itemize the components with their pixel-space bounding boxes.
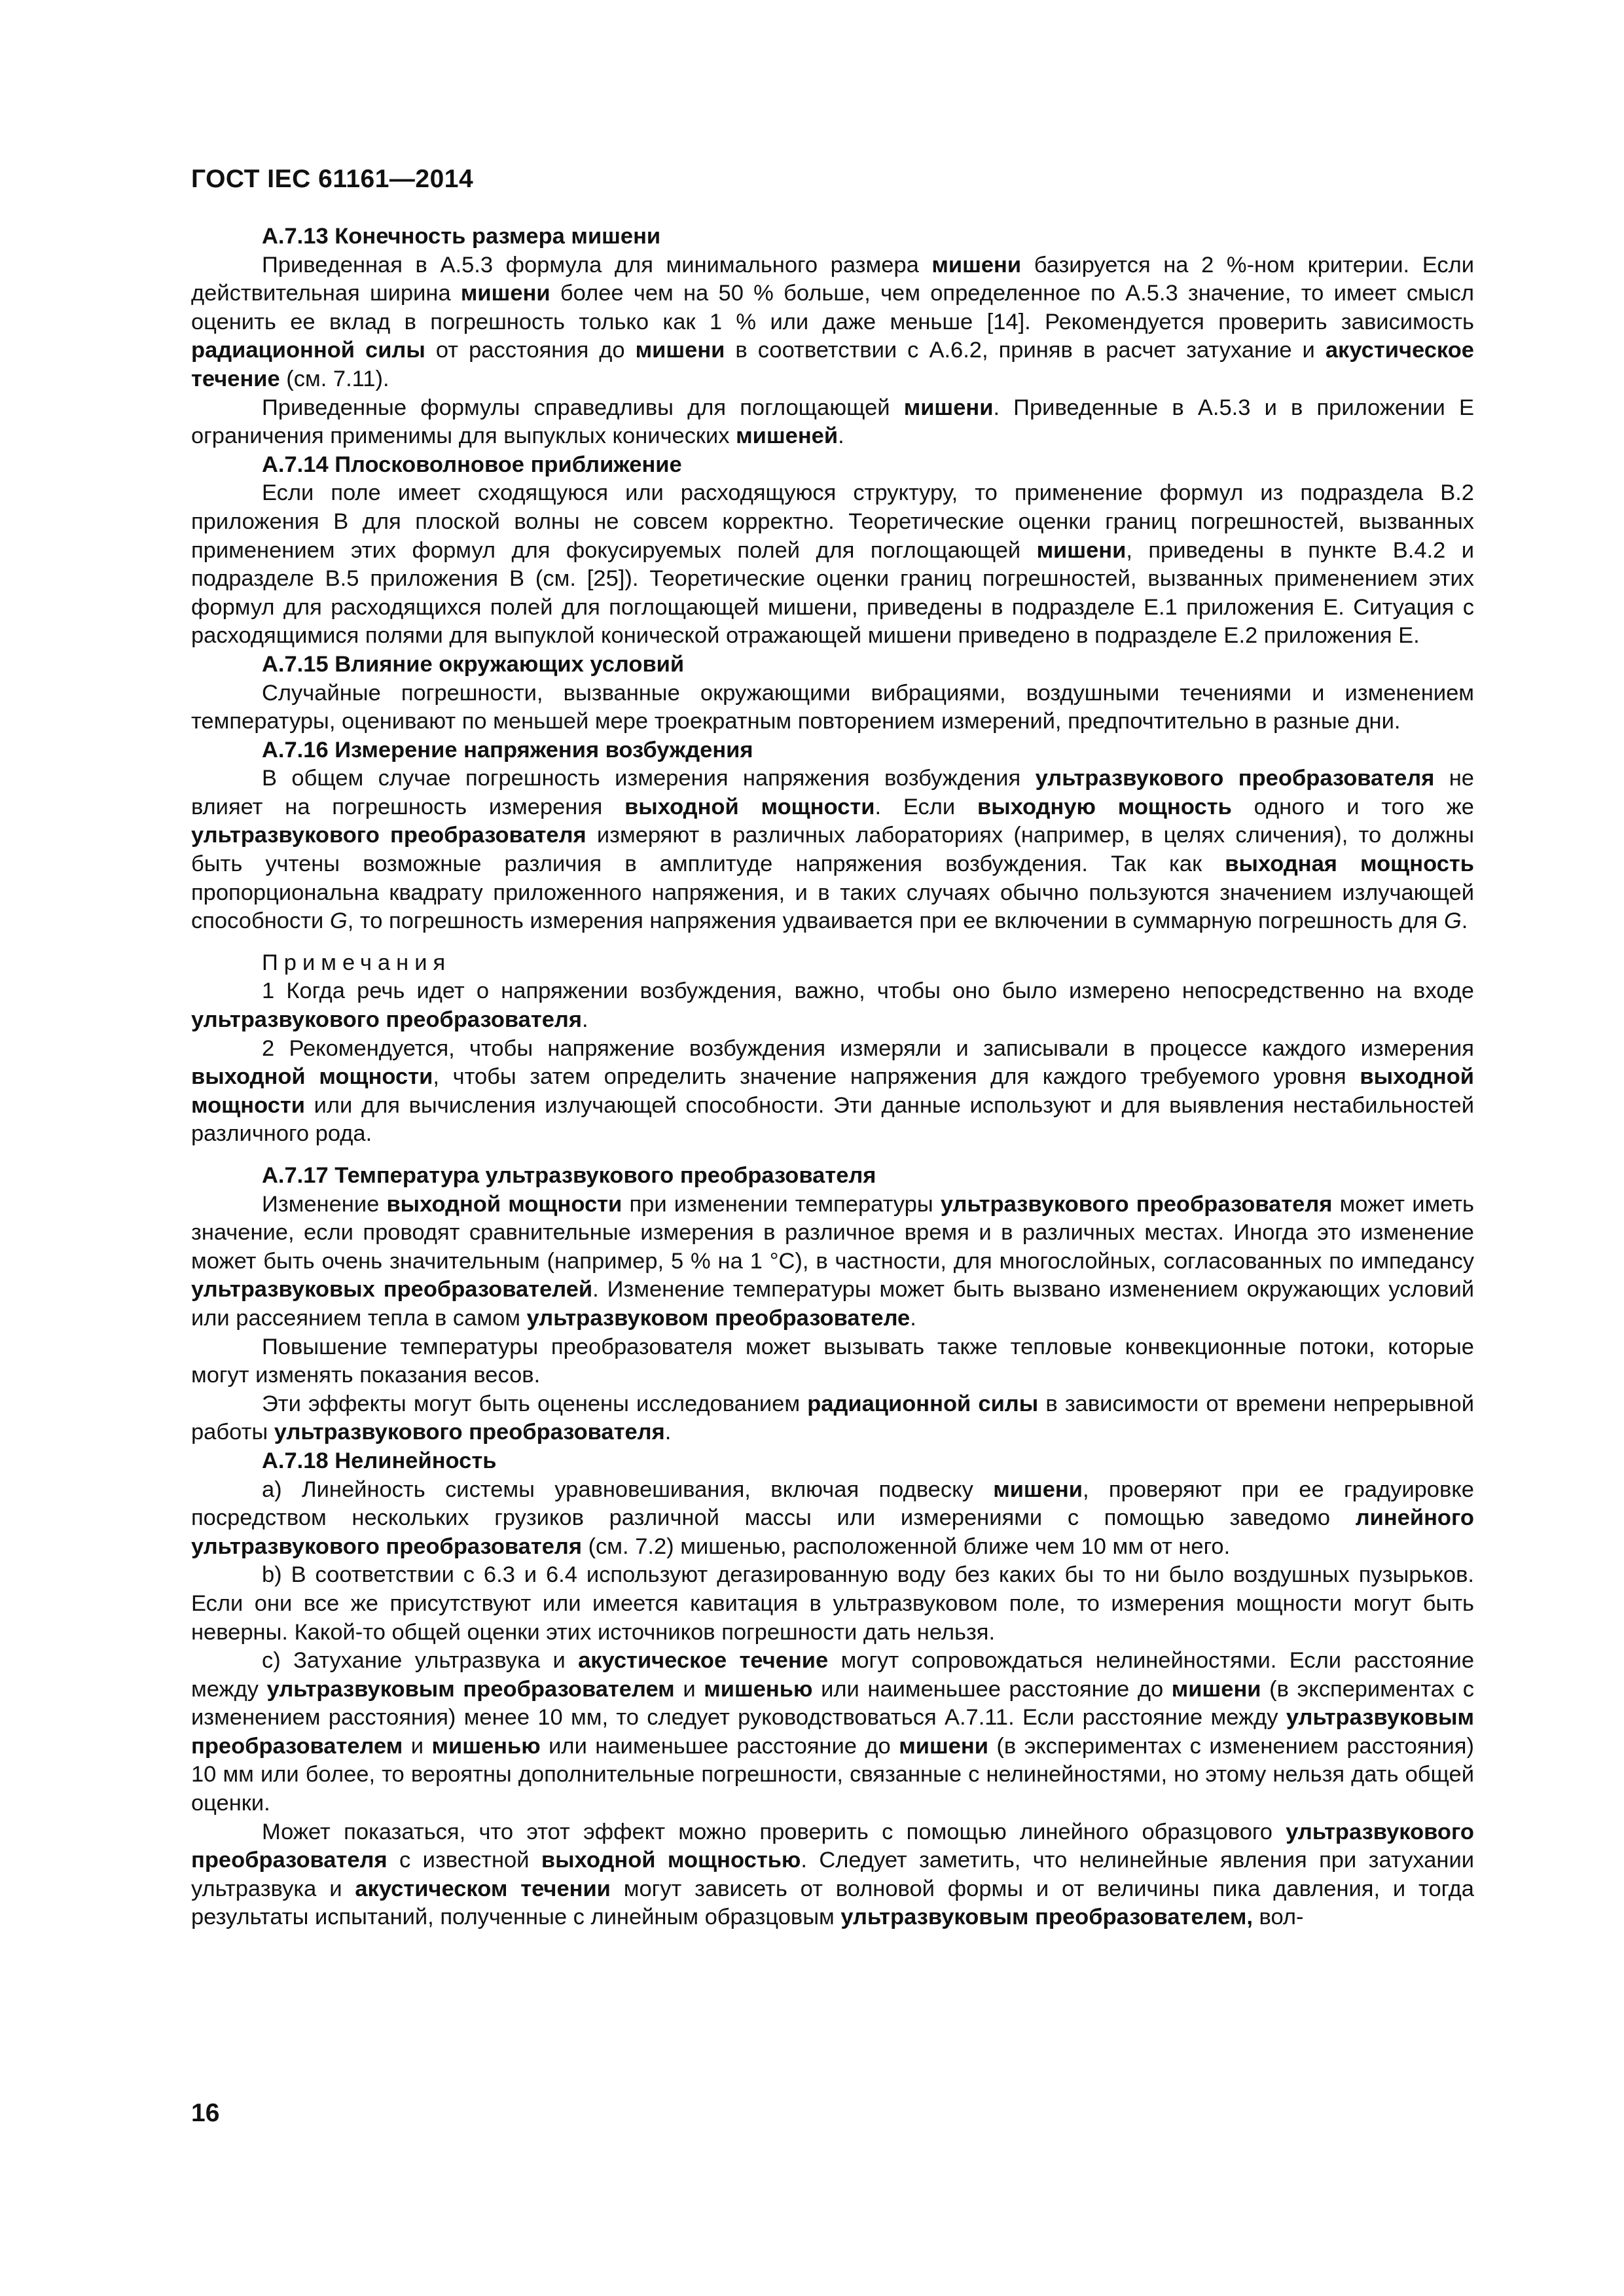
section-heading xyxy=(191,451,1474,480)
text-run: . xyxy=(910,1305,916,1331)
bold-term: линейного ультразвукового преобразователя xyxy=(191,1505,1474,1559)
text-run: А.7.17 Температура ультразвукового преобразователя xyxy=(262,1163,876,1188)
notes-label xyxy=(191,949,1474,978)
text-run: а) Линейность системы уравновешивания, включая подвеску xyxy=(262,1477,994,1502)
text-run: могут сопровождаться нелинейностями. Если расстояние между xyxy=(191,1648,1475,1702)
body-paragraph xyxy=(191,977,1474,1034)
text-run: Случайные погрешности, вызванные окружающими вибрациями, воздушными течениями и изменением температуры, оценивают по меньшей мере троекратным повторением измерений, предпочтительно в разные дни. xyxy=(191,680,1474,734)
bold-term: ультразвукового преобразователя xyxy=(940,1191,1333,1217)
bold-term: выходной мощности xyxy=(191,1064,1474,1118)
bold-term: мишени xyxy=(1171,1676,1261,1702)
bold-term: акустическое течение xyxy=(578,1648,829,1674)
section-heading xyxy=(191,736,1474,765)
bold-term: ультразвукового преобразователя xyxy=(1035,766,1435,791)
bold-term: радиационной силы xyxy=(191,338,425,363)
text-run: от расстояния до xyxy=(425,338,636,363)
body-paragraph xyxy=(191,1561,1474,1647)
text-run: . xyxy=(1461,908,1468,934)
document-header-title: ГОСТ IEC 61161—2014 xyxy=(191,165,474,193)
text-run: (в экспериментах с изменением расстояния) менее 10 мм, то следует руководствоваться А.7.11. Если расстояние между xyxy=(191,1676,1474,1731)
text-run: A.7.13 Конечность размера мишени xyxy=(262,224,661,249)
text-run: А.7.15 Влияние окружающих условий xyxy=(262,651,685,677)
text-run: b) В соответствии с 6.3 и 6.4 используют дегазированную воду без каких бы то ни было воздушных пузырьков. Если они все же присутствуют или имеется кавитация в ультразвуковом поле, то измерения мощности могут быть неверны. Какой-то общей оценки этих источников погрешности дать нельзя. xyxy=(191,1562,1474,1645)
text-run: Эти эффекты могут быть оценены исследованием xyxy=(262,1391,808,1416)
body-paragraph xyxy=(191,1333,1474,1390)
section-heading xyxy=(191,223,1474,251)
body-paragraph xyxy=(191,1476,1474,1562)
text-run: А.7.16 Измерение напряжения возбуждения xyxy=(262,737,753,762)
text-run: . xyxy=(838,423,844,449)
text-run: измеряют в различных лабораториях (например, в целях сличения), то должны быть учтены возможные различия в амплитуде напряжения возбуждения. Так как xyxy=(191,823,1474,877)
text-run: (в экспериментах с изменением расстояния) 10 мм или более, то вероятны дополнительные погрешности, связанные с нелинейностями, но этому нельзя дать общей оценки. xyxy=(191,1733,1474,1816)
bold-term: ультразвукового преобразователя xyxy=(274,1420,665,1445)
text-run: может иметь значение, если проводят сравнительные измерения в различное время и в различных местах. Иногда это изменение может быть очень значительным (например, 5 % на 1 °С), в частности, для многослойных, согласованных по импедансу xyxy=(191,1191,1474,1274)
body-paragraph xyxy=(191,1818,1474,1932)
bold-term: мишени xyxy=(899,1733,988,1759)
section-heading xyxy=(191,1162,1474,1191)
page-number: 16 xyxy=(191,2099,220,2127)
bold-term: выходную мощность xyxy=(977,794,1232,819)
text-run: , чтобы затем определить значение напряжения для каждого требуемого уровня xyxy=(433,1064,1360,1090)
text-run: или для вычисления излучающей способности. Эти данные используют и для выявления нестабильностей различного рода. xyxy=(191,1092,1474,1147)
text-run: одного и того же xyxy=(1231,794,1474,819)
bold-term: мишени xyxy=(1036,537,1127,563)
body-paragraph xyxy=(191,394,1474,451)
text-run: , то погрешность измерения напряжения удваивается при ее включении в суммарную погрешность для xyxy=(347,908,1444,934)
text-run: в зависимости от времени непрерывной работы xyxy=(191,1391,1474,1445)
body-paragraph xyxy=(191,679,1474,736)
bold-term: мишенью xyxy=(704,1676,813,1702)
text-run: . Приведенные в А.5.3 и в приложении Е ограничения применимы для выпуклых конических xyxy=(191,395,1474,449)
bold-term: акустическом течении xyxy=(355,1876,611,1901)
text-run: вол- xyxy=(1252,1905,1304,1930)
text-run: (см. 7.11). xyxy=(280,366,389,391)
text-run: Повышение температуры преобразователя может вызывать также тепловые конвекционные потоки, которые могут изменять показания весов. xyxy=(191,1334,1474,1388)
bold-term: радиационной силы xyxy=(807,1391,1039,1416)
body-paragraph xyxy=(191,1390,1474,1447)
bold-term: мишени xyxy=(993,1477,1083,1502)
bold-term: мишени xyxy=(460,281,550,306)
text-run: и xyxy=(403,1733,432,1759)
bold-term: ультразвуковым преобразователем, xyxy=(840,1905,1253,1930)
text-run: с известной xyxy=(387,1848,541,1873)
text-run: . xyxy=(664,1420,672,1445)
bold-term: выходной мощностью xyxy=(541,1848,801,1873)
text-run: А.7.14 Плосковолновое приближение xyxy=(262,452,682,477)
text-run: могут зависеть от волновой формы и от величины пика давления, и тогда результаты испытаний, полученные с линейным образцовым xyxy=(191,1876,1474,1930)
text-run: базируется на 2 %-ном критерии. Если действительная ширина xyxy=(191,252,1474,306)
text-run: не влияет на погрешность измерения xyxy=(191,766,1474,819)
bold-term: выходная мощность xyxy=(1225,852,1475,877)
text-run: Может показаться, что этот эффект можно проверить с помощью линейного образцового xyxy=(262,1819,1286,1844)
section-heading xyxy=(191,651,1474,679)
text-run: . Изменение температуры может быть вызвано изменением окружающих условий или рассеянием тепла в самом xyxy=(191,1277,1474,1331)
bold-term: мишени xyxy=(635,338,725,363)
body-paragraph xyxy=(191,479,1474,651)
text-run: Приведенные формулы справедливы для поглощающей xyxy=(262,395,904,420)
text-run: Изменение xyxy=(262,1191,387,1217)
bold-term: ультразвукового преобразователя xyxy=(191,823,586,848)
text-run: . Если xyxy=(875,794,977,819)
bold-term: ультразвукового преобразователя xyxy=(191,1819,1474,1873)
text-run: более чем на 50 % больше, чем определенное по А.5.3 значение, то имеет смысл оценить ее вклад в погрешность только как 1 % или даже меньше [14]. Рекомендуется проверить зависимость xyxy=(191,281,1475,334)
text-run: 2 Рекомендуется, чтобы напряжение возбуждения измеряли и записывали в процессе каждого измерения xyxy=(262,1035,1474,1061)
text-run: , проверяют при ее градуировке посредством нескольких грузиков различной массы или измерениями с помощью заведомо xyxy=(191,1477,1474,1531)
text-run: или наименьшее расстояние до xyxy=(540,1733,899,1759)
bold-term: выходной мощности xyxy=(624,794,875,819)
text-run: А.7.18 Нелинейность xyxy=(262,1448,497,1473)
text-run: 1 Когда речь идет о напряжении возбуждения, важно, чтобы оно было измерено непосредственно на входе xyxy=(262,978,1474,1004)
text-run: , приведены в пункте В.4.2 и подразделе В.5 приложения В (см. [25]). Теоретические оценки границ погрешностей, вызванных применением этих формул для расходящихся полей для поглощающей мишени, приведены в подразделе Е.1 приложения Е. Ситуация с расходящимися полями для выпуклой конической отражающей мишени приведено в подразделе Е.2 приложения Е. xyxy=(191,537,1474,649)
body-paragraph xyxy=(191,1191,1474,1333)
italic-symbol: G xyxy=(329,908,348,934)
text-run: с) Затухание ультразвука и xyxy=(262,1648,579,1674)
text-run: Если поле имеет сходящуюся или расходящуюся структуру, то применение формул из подраздела В.2 приложения В для плоской волны не совсем корректно. Теоретические оценки границ погрешностей, вызванных применением этих формул для фокусируемых полей для поглощающей xyxy=(191,480,1474,563)
bold-term: мишени xyxy=(903,395,994,420)
bold-term: выходной мощности xyxy=(191,1064,433,1090)
body-paragraph xyxy=(191,764,1474,936)
bold-term: ультразвукового преобразователя xyxy=(191,1007,582,1033)
document-body xyxy=(191,223,1474,1932)
text-run: (см. 7.2) мишенью, расположенной ближе чем 10 мм от него. xyxy=(581,1534,1231,1559)
text-run: . xyxy=(581,1007,588,1033)
text-run: В общем случае погрешность измерения напряжения возбуждения xyxy=(262,766,1036,791)
text-run: Приведенная в А.5.3 формула для минимального размера xyxy=(262,252,932,278)
bold-term: ультразвуковым преобразователем xyxy=(191,1705,1474,1759)
bold-term: акустическое течение xyxy=(191,338,1474,391)
text-run: и xyxy=(674,1676,704,1702)
bold-term: ультразвуковых преобразователей xyxy=(191,1277,593,1302)
body-paragraph xyxy=(191,1035,1474,1149)
section-heading xyxy=(191,1447,1474,1476)
body-paragraph xyxy=(191,1647,1474,1818)
text-run: Примечания xyxy=(262,950,452,975)
text-run: пропорциональна квадрату приложенного напряжения, и в таких случаях обычно пользуются значением излучающей способности xyxy=(191,880,1474,934)
bold-term: выходной мощности xyxy=(386,1191,623,1217)
bold-term: мишенью xyxy=(431,1733,541,1759)
text-run: в соответствии с А.6.2, приняв в расчет затухание и xyxy=(725,338,1326,363)
italic-symbol: G xyxy=(1443,908,1462,934)
text-run: при изменении температуры xyxy=(622,1191,941,1217)
bold-term: ультразвуковым преобразователем xyxy=(266,1676,675,1702)
bold-term: мишени xyxy=(931,252,1022,278)
text-run: . Следует заметить, что нелинейные явления при затухании ультразвука и xyxy=(191,1848,1474,1901)
bold-term: мишеней xyxy=(736,423,839,449)
text-run: или наименьшее расстояние до xyxy=(812,1676,1172,1702)
bold-term: ультразвуковом преобразователе xyxy=(526,1305,911,1331)
body-paragraph xyxy=(191,251,1474,394)
